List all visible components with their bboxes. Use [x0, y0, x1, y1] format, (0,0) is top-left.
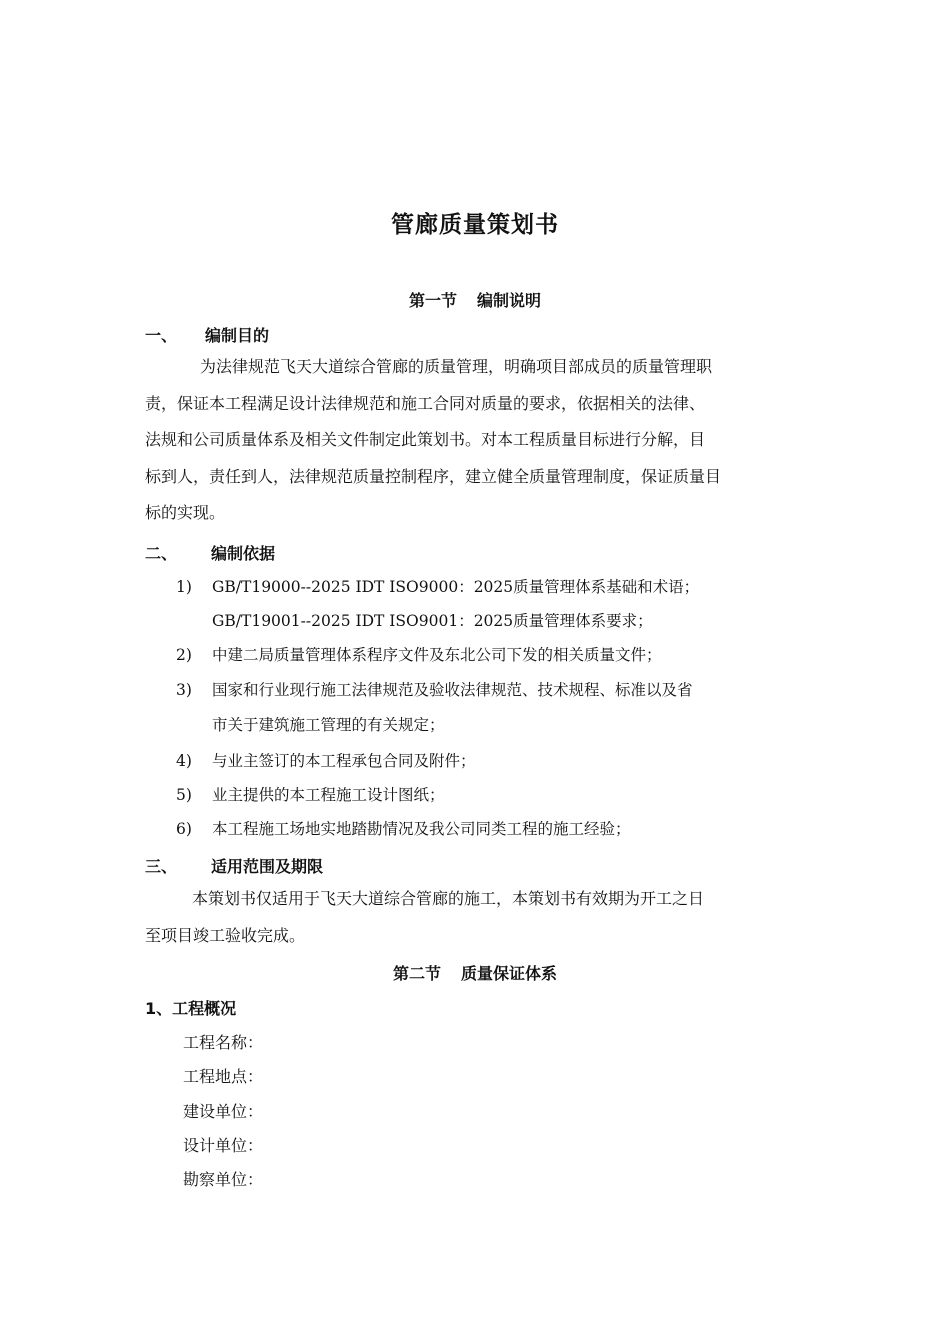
scope-line: 至项目竣工验收完成。 [145, 925, 306, 945]
basis-list-item [176, 673, 693, 707]
basis-list-item [176, 744, 476, 778]
field-project-location: 工程地点： [183, 1067, 264, 1086]
field-design-unit: 设计单位： [183, 1136, 264, 1155]
list-text: 国家和行业现行施工法律规范及验收法律规范、技术规程、标准以及省 [212, 681, 693, 699]
list-marker: 3) [176, 681, 192, 699]
basis-list-item [176, 812, 631, 846]
list-marker: 5) [176, 786, 192, 804]
subsection-scope-number: 三、 [145, 857, 178, 876]
purpose-line: 法规和公司质量体系及相关文件制定此策划书。对本工程质量目标进行分解，目 [145, 430, 706, 449]
list-marker: 2) [176, 646, 192, 664]
basis-list-item [176, 638, 662, 672]
basis-list-item [176, 778, 445, 812]
field-construction-unit: 建设单位： [183, 1102, 264, 1121]
basis-list-continuation: 市关于建筑施工管理的有关规定； [212, 716, 445, 734]
basis-list-item [176, 570, 699, 604]
subsection-scope-heading [145, 854, 323, 877]
section-2-title: 质量保证体系 [461, 964, 558, 983]
scope-line: 本策划书仅适用于飞天大道综合管廊的施工，本策划书有效期为开工之日 [192, 889, 705, 908]
purpose-line: 为法律规范飞天大道综合管廊的质量管理，明确项目部成员的质量管理职 [200, 357, 713, 376]
subsection-purpose-number: 一、 [145, 326, 178, 345]
subsection-basis-number: 二、 [145, 544, 178, 563]
basis-list-continuation: GB/T19001--2025 IDT ISO9001：2025质量管理体系要求； [212, 612, 653, 630]
purpose-line: 标的实现。 [145, 503, 226, 522]
section-1-label: 第一节 [408, 291, 457, 310]
section-1-heading [0, 288, 950, 311]
purpose-line: 责，保证本工程满足设计法律规范和施工合同对质量的要求，依据相关的法律、 [145, 393, 706, 413]
list-text: 业主提供的本工程施工设计图纸； [212, 786, 445, 804]
list-marker: 1) [176, 578, 192, 596]
subsection-scope-title: 适用范围及期限 [211, 857, 324, 876]
project-overview-heading: 1、工程概况 [145, 999, 237, 1018]
list-text: 与业主签订的本工程承包合同及附件； [212, 752, 476, 770]
purpose-line: 标到人，责任到人，法律规范质量控制程序，建立健全质量管理制度，保证质量目 [145, 466, 722, 486]
section-2-label: 第二节 [392, 964, 441, 983]
subsection-basis-title: 编制依据 [211, 544, 276, 563]
subsection-basis-heading [145, 541, 275, 564]
document-title: 管廊质量策划书 [391, 212, 559, 238]
purpose-paragraph [145, 349, 807, 532]
list-text: GB/T19000--2025 IDT ISO9000：2025质量管理体系基础和术语； [212, 578, 700, 596]
list-marker: 6) [176, 820, 192, 838]
list-marker: 4) [176, 752, 192, 770]
subsection-purpose-title: 编制目的 [205, 326, 270, 345]
field-survey-unit: 勘察单位： [183, 1170, 264, 1189]
list-text: 中建二局质量管理体系程序文件及东北公司下发的相关质量文件； [212, 646, 662, 664]
subsection-purpose-heading [145, 323, 269, 346]
field-project-name: 工程名称： [183, 1033, 264, 1052]
section-1-title: 编制说明 [477, 291, 542, 310]
list-text: 本工程施工场地实地踏勘情况及我公司同类工程的施工经验； [212, 820, 631, 838]
scope-paragraph [145, 881, 807, 954]
section-2-heading [0, 961, 950, 984]
